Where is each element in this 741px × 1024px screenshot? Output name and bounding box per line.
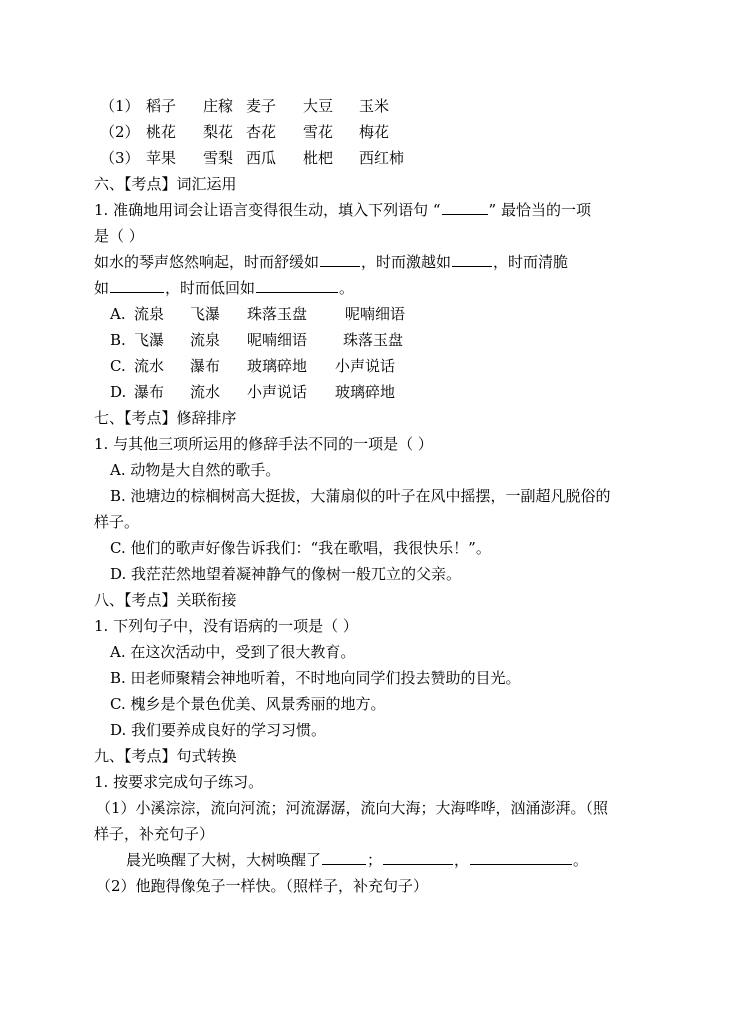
section-6-question-1-cont: 是（ ）	[94, 227, 144, 245]
section-7-option-b-cont: 样子。	[94, 513, 140, 531]
option-label: D.	[110, 383, 127, 401]
option-word: 小声说话	[335, 357, 396, 375]
section-7-heading: 七、【考点】修辞排序	[94, 409, 237, 427]
sentence-text: 晨光唤醒了大树，大树唤醒了	[126, 851, 322, 869]
section-9-sub-2: （2）他跑得像兔子一样快。（照样子，补充句子）	[96, 877, 429, 895]
sentence-text: 。	[339, 279, 355, 297]
option-word: 呢喃细语	[345, 305, 406, 323]
section-7-option-c: C. 他们的歌声好像告诉我们：“我在歌唱，我很快乐！”。	[110, 539, 491, 557]
option-word: 瀑布	[134, 383, 165, 401]
section-7-option-a: A. 动物是大自然的歌手。	[110, 461, 281, 479]
answer-blank[interactable]	[322, 850, 366, 865]
row-number: （2）	[100, 123, 140, 141]
option-word: 珠落玉盘	[247, 305, 308, 323]
section-6-heading: 六、【考点】词汇运用	[94, 175, 237, 193]
option-word: 小声说话	[247, 383, 308, 401]
answer-blank[interactable]	[452, 252, 492, 267]
word: 桃花	[146, 123, 177, 141]
option-word: 流水	[190, 383, 221, 401]
sentence-text: ；	[367, 851, 383, 869]
section-6-sentence-line-2	[94, 278, 354, 298]
word: 雪梨	[203, 149, 234, 167]
option-word: 飞瀑	[134, 331, 165, 349]
answer-blank[interactable]	[110, 278, 164, 293]
section-9-fill-sentence	[126, 850, 588, 870]
word: 杏花	[246, 123, 277, 141]
question-text: ” 最恰当的一项	[488, 201, 591, 219]
word: 庄稼	[203, 97, 234, 115]
word: 稻子	[146, 97, 177, 115]
option-word: 瀑布	[190, 357, 221, 375]
row-number: （3）	[100, 149, 140, 167]
section-9-heading: 九、【考点】句式转换	[94, 747, 237, 765]
answer-blank[interactable]	[383, 850, 453, 865]
option-word: 玻璃碎地	[335, 383, 396, 401]
option-word: 玻璃碎地	[247, 357, 308, 375]
word: 梨花	[203, 123, 234, 141]
word: 麦子	[246, 97, 277, 115]
section-6-sentence-line-1	[94, 252, 568, 272]
answer-blank[interactable]	[256, 278, 338, 293]
option-word: 珠落玉盘	[343, 331, 404, 349]
word: 苹果	[146, 149, 177, 167]
section-9-sub-1-cont: 样子，补充句子）	[94, 825, 215, 843]
option-word: 流泉	[134, 305, 165, 323]
sentence-text: ，时而低回如	[165, 279, 256, 297]
answer-blank[interactable]	[470, 850, 572, 865]
section-8-option-c: C. 槐乡是个景色优美、风景秀丽的地方。	[110, 695, 386, 713]
section-8-heading: 八、【考点】关联衔接	[94, 591, 237, 609]
option-label: C.	[110, 357, 126, 375]
option-word: 呢喃细语	[247, 331, 308, 349]
word: 西红柿	[359, 149, 405, 167]
section-8-option-b: B. 田老师聚精会神地听着，不时地向同学们投去赞助的目光。	[110, 669, 521, 687]
sentence-text: 如	[94, 279, 110, 297]
sentence-text: ，时而清脆	[493, 253, 569, 271]
section-9-question-1: 1. 按要求完成句子练习。	[94, 773, 264, 791]
sentence-text: ，时而激越如	[361, 253, 452, 271]
word: 雪花	[303, 123, 334, 141]
question-text: 1. 准确地用词会让语言变得很生动，填入下列语句 “	[94, 201, 441, 219]
section-8-option-d: D. 我们要养成良好的学习习惯。	[110, 721, 327, 739]
section-7-option-d: D. 我茫茫然地望着凝神静气的像树一般兀立的父亲。	[110, 565, 462, 583]
sentence-text: ，	[454, 851, 470, 869]
option-label: B.	[110, 331, 126, 349]
section-8-option-a: A. 在这次活动中，受到了很大教育。	[110, 643, 356, 661]
section-6-question-1	[94, 200, 591, 220]
word: 枇杷	[303, 149, 334, 167]
section-7-option-b: B. 池塘边的棕榈树高大挺拔，大蒲扇似的叶子在风中摇摆，一副超凡脱俗的	[110, 487, 611, 505]
option-word: 流水	[134, 357, 165, 375]
row-number: （1）	[100, 97, 140, 115]
sentence-text: 。	[573, 851, 589, 869]
word: 西瓜	[246, 149, 277, 167]
option-label: A.	[110, 305, 126, 323]
word: 梅花	[359, 123, 390, 141]
sentence-text: 如水的琴声悠然响起，时而舒缓如	[94, 253, 320, 271]
word: 玉米	[359, 97, 390, 115]
word: 大豆	[303, 97, 334, 115]
answer-blank[interactable]	[320, 252, 360, 267]
option-word: 飞瀑	[190, 305, 221, 323]
answer-blank[interactable]	[442, 200, 488, 215]
option-word: 流泉	[190, 331, 221, 349]
section-9-sub-1: （1）小溪淙淙，流向河流；河流潺潺，流向大海；大海哗哗，汹涌澎湃。（照	[96, 799, 609, 817]
section-8-question-1: 1. 下列句子中，没有语病的一项是（ ）	[94, 617, 358, 635]
section-7-question-1: 1. 与其他三项所运用的修辞手法不同的一项是（ ）	[94, 435, 433, 453]
